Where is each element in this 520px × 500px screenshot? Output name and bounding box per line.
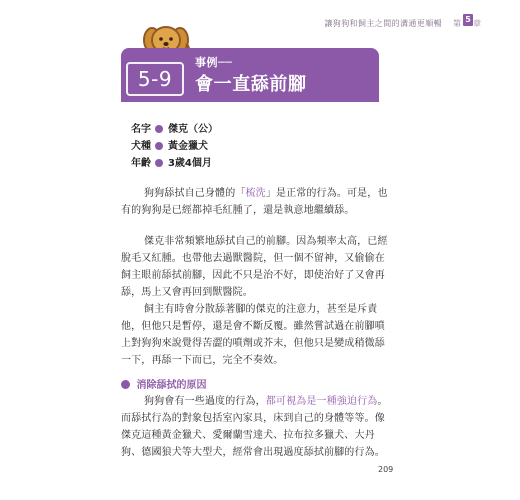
page-number: 209 (378, 465, 394, 474)
chapter-number-badge: 5 (463, 14, 473, 26)
profile-age-label: 年齡 (131, 158, 151, 169)
section-number: 5-9 (126, 62, 184, 96)
paragraph-line: 傑克非常頻繁地舔拭自己的前腳。因為頻率太高，已經 (144, 236, 388, 247)
paragraph-line: 有的狗狗是已經都掉毛紅腫了，還是執意地繼續舔。 (121, 205, 355, 216)
section-heading-text: 消除舔拭的原因 (136, 380, 207, 391)
paragraph-line: 他，但他只是暫停，還是會不斷反覆。雖然嘗試過在前腳噴 (121, 321, 385, 332)
profile-age-line (131, 157, 212, 171)
paragraph-text: 」是正常的行為。可是，也 (265, 188, 388, 199)
paragraph-line: 飼主眼前舔拭前腳，因此不只是治不好，即使治好了又會再 (121, 270, 385, 281)
profile-name-line (131, 123, 218, 137)
paragraph-text: 狗狗舔拭自己身體的「 (144, 188, 246, 199)
section-heading (121, 376, 206, 391)
paragraph-line: 一下，再舔一下而已，完全不奏效。 (121, 355, 284, 366)
running-head: 讓狗狗和飼主之間的溝通更順暢 (324, 19, 442, 28)
highlight-text: 都可視為是一種強迫行為 (265, 396, 378, 407)
chapter-suffix: 章 (473, 19, 481, 28)
highlight-text: 梳洗 (245, 188, 266, 199)
chapter-prefix: 第 (453, 19, 461, 28)
profile-bullet-icon (155, 125, 163, 133)
profile-name-value: 傑克（公） (167, 124, 218, 135)
paragraph-text: 狗狗會有一些過度的行為， (144, 396, 266, 407)
page-title: 會一直舔前腳 (195, 74, 307, 95)
profile-age-value: 3歲4個月 (167, 158, 212, 169)
paragraph-line: 傑克這種黃金獵犬、愛爾蘭雪達犬、拉布拉多獵犬、大丹 (121, 430, 375, 441)
profile-breed-value: 黃金獵犬 (167, 141, 208, 152)
profile-breed-label: 犬種 (131, 141, 151, 152)
profile-bullet-icon (155, 159, 163, 167)
paragraph-line (144, 187, 388, 201)
paragraph-text: 。 (377, 396, 388, 407)
profile-bullet-icon (155, 142, 163, 150)
paragraph-line: 飼主有時會分散舔著腳的傑克的注意力，甚至是斥責 (144, 304, 378, 315)
profile-breed-line (131, 140, 208, 154)
profile-name-label: 名字 (131, 124, 151, 135)
paragraph-line: 狗、德國狼犬等大型犬，經常會出現過度舔拭前腳的行為。 (121, 447, 385, 458)
paragraph-line: 上對狗狗來說覺得苦澀的噴劑或芥末，但他只是變成稍微舔 (121, 338, 385, 349)
title-label: 事例── (195, 56, 233, 69)
section-bullet-icon (121, 380, 130, 389)
paragraph-line: 脫毛又紅腫。也帶他去過獸醫院，但一個不留神，又偷偷在 (121, 253, 385, 264)
paragraph-line: 而舔拭行為的對象包括室內家具，床到自己的身體等等。像 (121, 413, 385, 424)
paragraph-line: 舔，馬上又會再回到獸醫院。 (121, 287, 253, 298)
paragraph-line (144, 395, 388, 409)
